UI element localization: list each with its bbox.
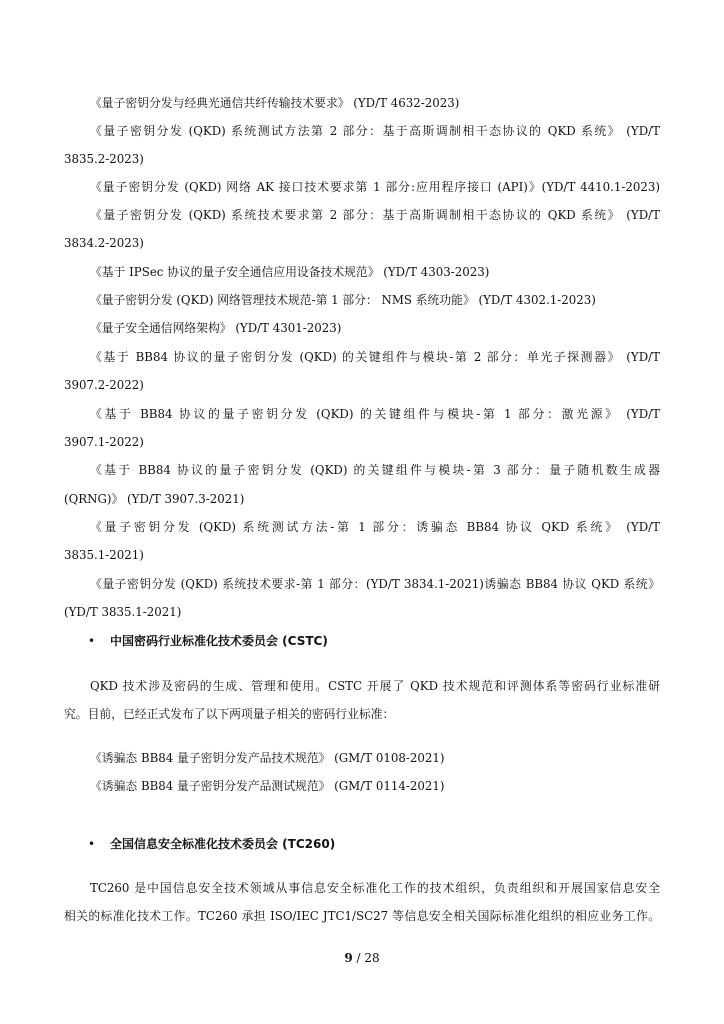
- current-page: 9: [344, 951, 353, 965]
- standard-item: 《量子密钥分发 (QKD) 系统技术要求第 2 部分：基于高斯调制相干态协议的 QKD 系统》 (YD/T: [90, 208, 660, 222]
- page-number: [0, 950, 724, 966]
- standard-item: 《基于 BB84 协议的量子密钥分发 (QKD) 的关键组件与模块-第 1 部分：激光源》 (YD/T: [90, 407, 660, 421]
- standard-item: 《诱骗态 BB84 量子密钥分发产品技术规范》 (GM/T 0108-2021): [90, 751, 445, 765]
- standard-item-continuation: (YD/T 3835.1-2021): [64, 605, 182, 619]
- standard-item: 《量子密钥分发 (QKD) 系统测试方法第 2 部分：基于高斯调制相干态协议的 QKD 系统》 (YD/T: [90, 124, 660, 138]
- standard-item: 《量子密钥分发 (QKD) 系统技术要求-第 1 部分：(YD/T 3834.1-2021)诱骗态 BB84 协议 QKD 系统》: [90, 577, 660, 591]
- standard-item-continuation: (QRNG)》 (YD/T 3907.3-2021): [64, 492, 245, 506]
- bullet-icon: •: [88, 634, 96, 648]
- standard-item: 《量子密钥分发 (QKD) 系统测试方法-第 1 部分：诱骗态 BB84 协议 QKD 系统》 (YD/T: [90, 520, 660, 534]
- page-separator: /: [352, 951, 365, 965]
- paragraph-line: 相关的标准化技术工作。TC260 承担 ISO/IEC JTC1/SC27 等信息安全相关国际标准化组织的相应业务工作。: [64, 909, 660, 923]
- standard-item-continuation: 3834.2-2023): [64, 236, 144, 250]
- standard-item-continuation: 3835.2-2023): [64, 152, 144, 166]
- standard-item-continuation: 3907.2-2022): [64, 378, 144, 392]
- total-pages: 28: [364, 951, 380, 965]
- standard-item: 《量子安全通信网络架构》 (YD/T 4301-2023): [90, 321, 342, 335]
- standard-item-continuation: 3907.1-2022): [64, 435, 144, 449]
- standard-item: 《量子密钥分发 (QKD) 网络管理技术规范-第 1 部分： NMS 系统功能》 (YD/T 4302.1-2023): [90, 293, 596, 307]
- paragraph-line: QKD 技术涉及密码的生成、管理和使用。CSTC 开展了 QKD 技术规范和评测体系等密码行业标准研: [90, 679, 660, 693]
- standard-item: 《诱骗态 BB84 量子密钥分发产品测试规范》 (GM/T 0114-2021): [90, 779, 445, 793]
- standard-item: 《基于 BB84 协议的量子密钥分发 (QKD) 的关键组件与模块-第 3 部分：量子随机数生成器: [90, 463, 660, 477]
- bullet-icon: •: [88, 837, 96, 851]
- paragraph-line: TC260 是中国信息安全技术领域从事信息安全标准化工作的技术组织，负责组织和开展国家信息安全: [90, 881, 660, 895]
- standard-item: 《量子密钥分发 (QKD) 网络 AK 接口技术要求第 1 部分:应用程序接口 (API)》(YD/T 4410.1-2023): [90, 180, 660, 194]
- section-heading-cstc: 中国密码行业标准化技术委员会 (CSTC): [110, 634, 328, 648]
- standard-item: 《基于 BB84 协议的量子密钥分发 (QKD) 的关键组件与模块-第 2 部分：单光子探测器》 (YD/T: [90, 350, 660, 364]
- standard-item: 《量子密钥分发与经典光通信共纤传输技术要求》 (YD/T 4632-2023): [90, 96, 460, 110]
- section-heading-tc260: 全国信息安全标准化技术委员会 (TC260): [110, 837, 336, 851]
- paragraph-line: 究。目前，已经正式发布了以下两项量子相关的密码行业标准：: [64, 707, 395, 721]
- standard-item-continuation: 3835.1-2021): [64, 548, 144, 562]
- standard-item: 《基于 IPSec 协议的量子安全通信应用设备技术规范》 (YD/T 4303-2023): [90, 265, 490, 279]
